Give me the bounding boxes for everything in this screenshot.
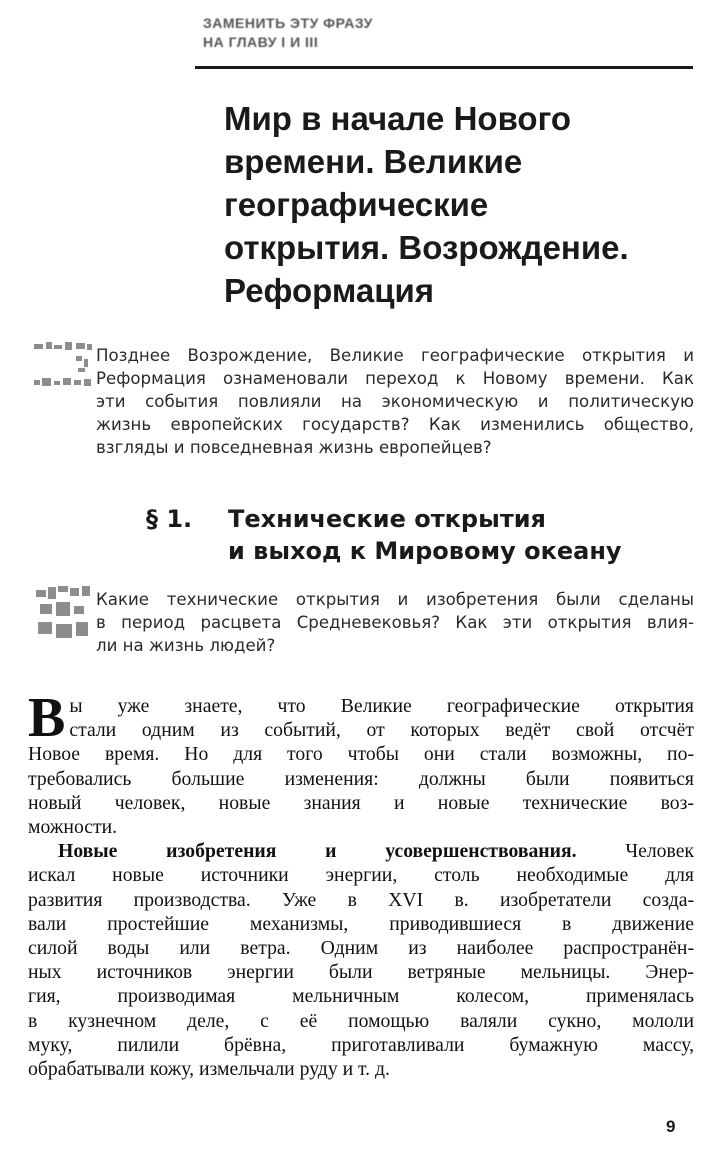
body-line [28, 839, 694, 863]
chapter-title [224, 97, 694, 312]
body-line: можности. [28, 816, 118, 839]
intro-line: взгляды и повседневная жизнь европейцев? [96, 438, 492, 457]
chapter-intro [96, 344, 694, 459]
body-line: силой воды или ветра. Одним из наиболее распространён- [28, 937, 694, 960]
body-text [28, 687, 694, 1081]
section-question [96, 588, 694, 657]
section-title-line: Технические открытия [228, 505, 546, 533]
body-line: развития производства. Уже в XVI в. изобретатели созда- [28, 888, 694, 911]
body-line: гия, производимая мельничным колесом, применялась [28, 985, 694, 1008]
body-line: ных источников энергии были ветряные мельницы. Энер- [28, 961, 694, 984]
drop-cap: В [28, 687, 66, 749]
chapter-title-line: времени. Великие [224, 143, 523, 180]
page-number: 9 [666, 1117, 676, 1136]
body-line: муку, пилили брёвна, приготавливали бумажную массу, [28, 1033, 694, 1056]
body-line: искал новые источники энергии, столь необходимые для [28, 864, 694, 887]
chapter-title-line: географические [224, 186, 489, 223]
body-line: новый человек, новые знания и новые технические воз- [28, 791, 694, 814]
body-line: ы уже знаете, что Великие географические открытия [69, 695, 694, 717]
body-line-rest: Человек [625, 840, 694, 863]
intro-line: Позднее Возрождение, Великие географические открытия и [96, 346, 694, 365]
paragraph-lead-in: Новые изобретения и усовершенствования. [58, 840, 577, 863]
running-header-line: НА ГЛАВУ I И III [203, 34, 319, 50]
chapter-title-line: Реформация [224, 272, 435, 309]
header-rule [195, 66, 693, 69]
running-header [203, 14, 373, 52]
chapter-intro-marker-icon [32, 340, 94, 398]
intro-line: Реформация ознаменовали переход к Новому времени. Как [96, 369, 694, 388]
chapter-title-line: открытия. Возрождение. [224, 229, 629, 266]
intro-line: жизнь европейских государств? Как изменились общество, [96, 415, 694, 434]
body-line: в кузнечном деле, с её помощью валяли сукно, мололи [28, 1009, 694, 1032]
body-line: вали простейшие механизмы, приводившиеся в движение [28, 912, 694, 935]
body-line: Новое время. Но для того чтобы они стали возможны, по- [28, 743, 694, 766]
body-line: стали одним из событий, от которых ведёт свой отсчёт [69, 719, 694, 742]
body-line: требовались большие изменения: должны были появиться [28, 767, 694, 790]
section-title-line: и выход к Мировому океану [228, 537, 622, 565]
question-line: ли на жизнь людей? [96, 636, 276, 655]
body-line: обрабатывали кожу, измельчали руду и т. д. [28, 1058, 390, 1081]
running-header-line: ЗАМЕНИТЬ ЭТУ ФРАЗУ [203, 15, 373, 31]
section-number: § 1. [146, 505, 193, 533]
section-question-marker-icon [32, 584, 94, 642]
question-line: Какие технические открытия и изобретения были сделаны [96, 590, 694, 609]
section-heading [146, 503, 694, 567]
chapter-title-line: Мир в начале Нового [224, 100, 572, 137]
question-line: в период расцвета Средневековья? Как эти открытия влия- [96, 613, 694, 632]
intro-line: эти события повлияли на экономическую и политическую [96, 392, 694, 411]
